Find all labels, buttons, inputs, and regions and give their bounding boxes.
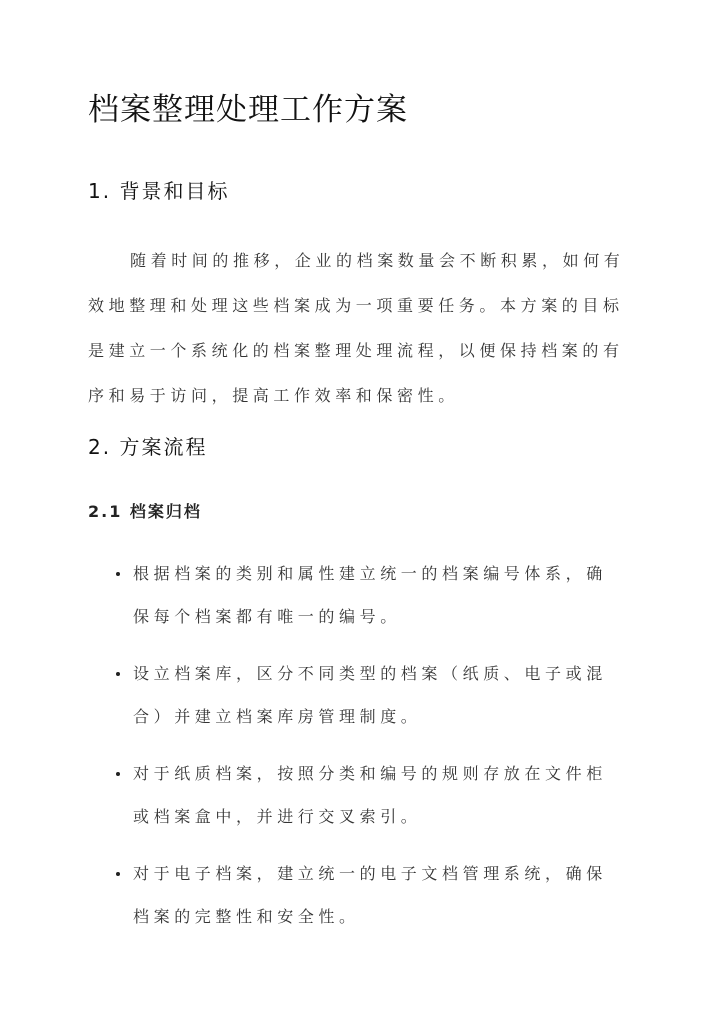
document-title: 档案整理处理工作方案 <box>88 92 408 128</box>
bullet-icon <box>116 872 120 876</box>
section-heading-background: 1. 背景和目标 <box>88 179 230 203</box>
bullet-icon <box>116 672 120 676</box>
list-item <box>110 552 610 638</box>
subsection-heading-archiving: 2.1 档案归档 <box>88 502 202 521</box>
bullet-icon <box>116 572 120 576</box>
background-paragraph: 随着时间的推移，企业的档案数量会不断积累，如何有效地整理和处理这些档案成为一项重要任务。本方案的目标是建立一个系统化的档案整理处理流程，以便保持档案的有序和易于访问，提高工作效率和保密性。 <box>88 251 625 405</box>
list-item-text: 根据档案的类别和属性建立统一的档案编号体系，确保每个档案都有唯一的编号。 <box>133 564 607 626</box>
archiving-bullet-list <box>110 552 610 952</box>
section-heading-process: 2. 方案流程 <box>88 435 208 459</box>
list-item <box>110 752 610 838</box>
bullet-icon <box>116 772 120 776</box>
list-item-text: 设立档案库，区分不同类型的档案（纸质、电子或混合）并建立档案库房管理制度。 <box>133 664 607 726</box>
list-item-text: 对于电子档案，建立统一的电子文档管理系统，确保档案的完整性和安全性。 <box>133 864 607 926</box>
list-item <box>110 652 610 738</box>
list-item-text: 对于纸质档案，按照分类和编号的规则存放在文件柜或档案盒中，并进行交叉索引。 <box>133 764 607 826</box>
list-item <box>110 852 610 938</box>
